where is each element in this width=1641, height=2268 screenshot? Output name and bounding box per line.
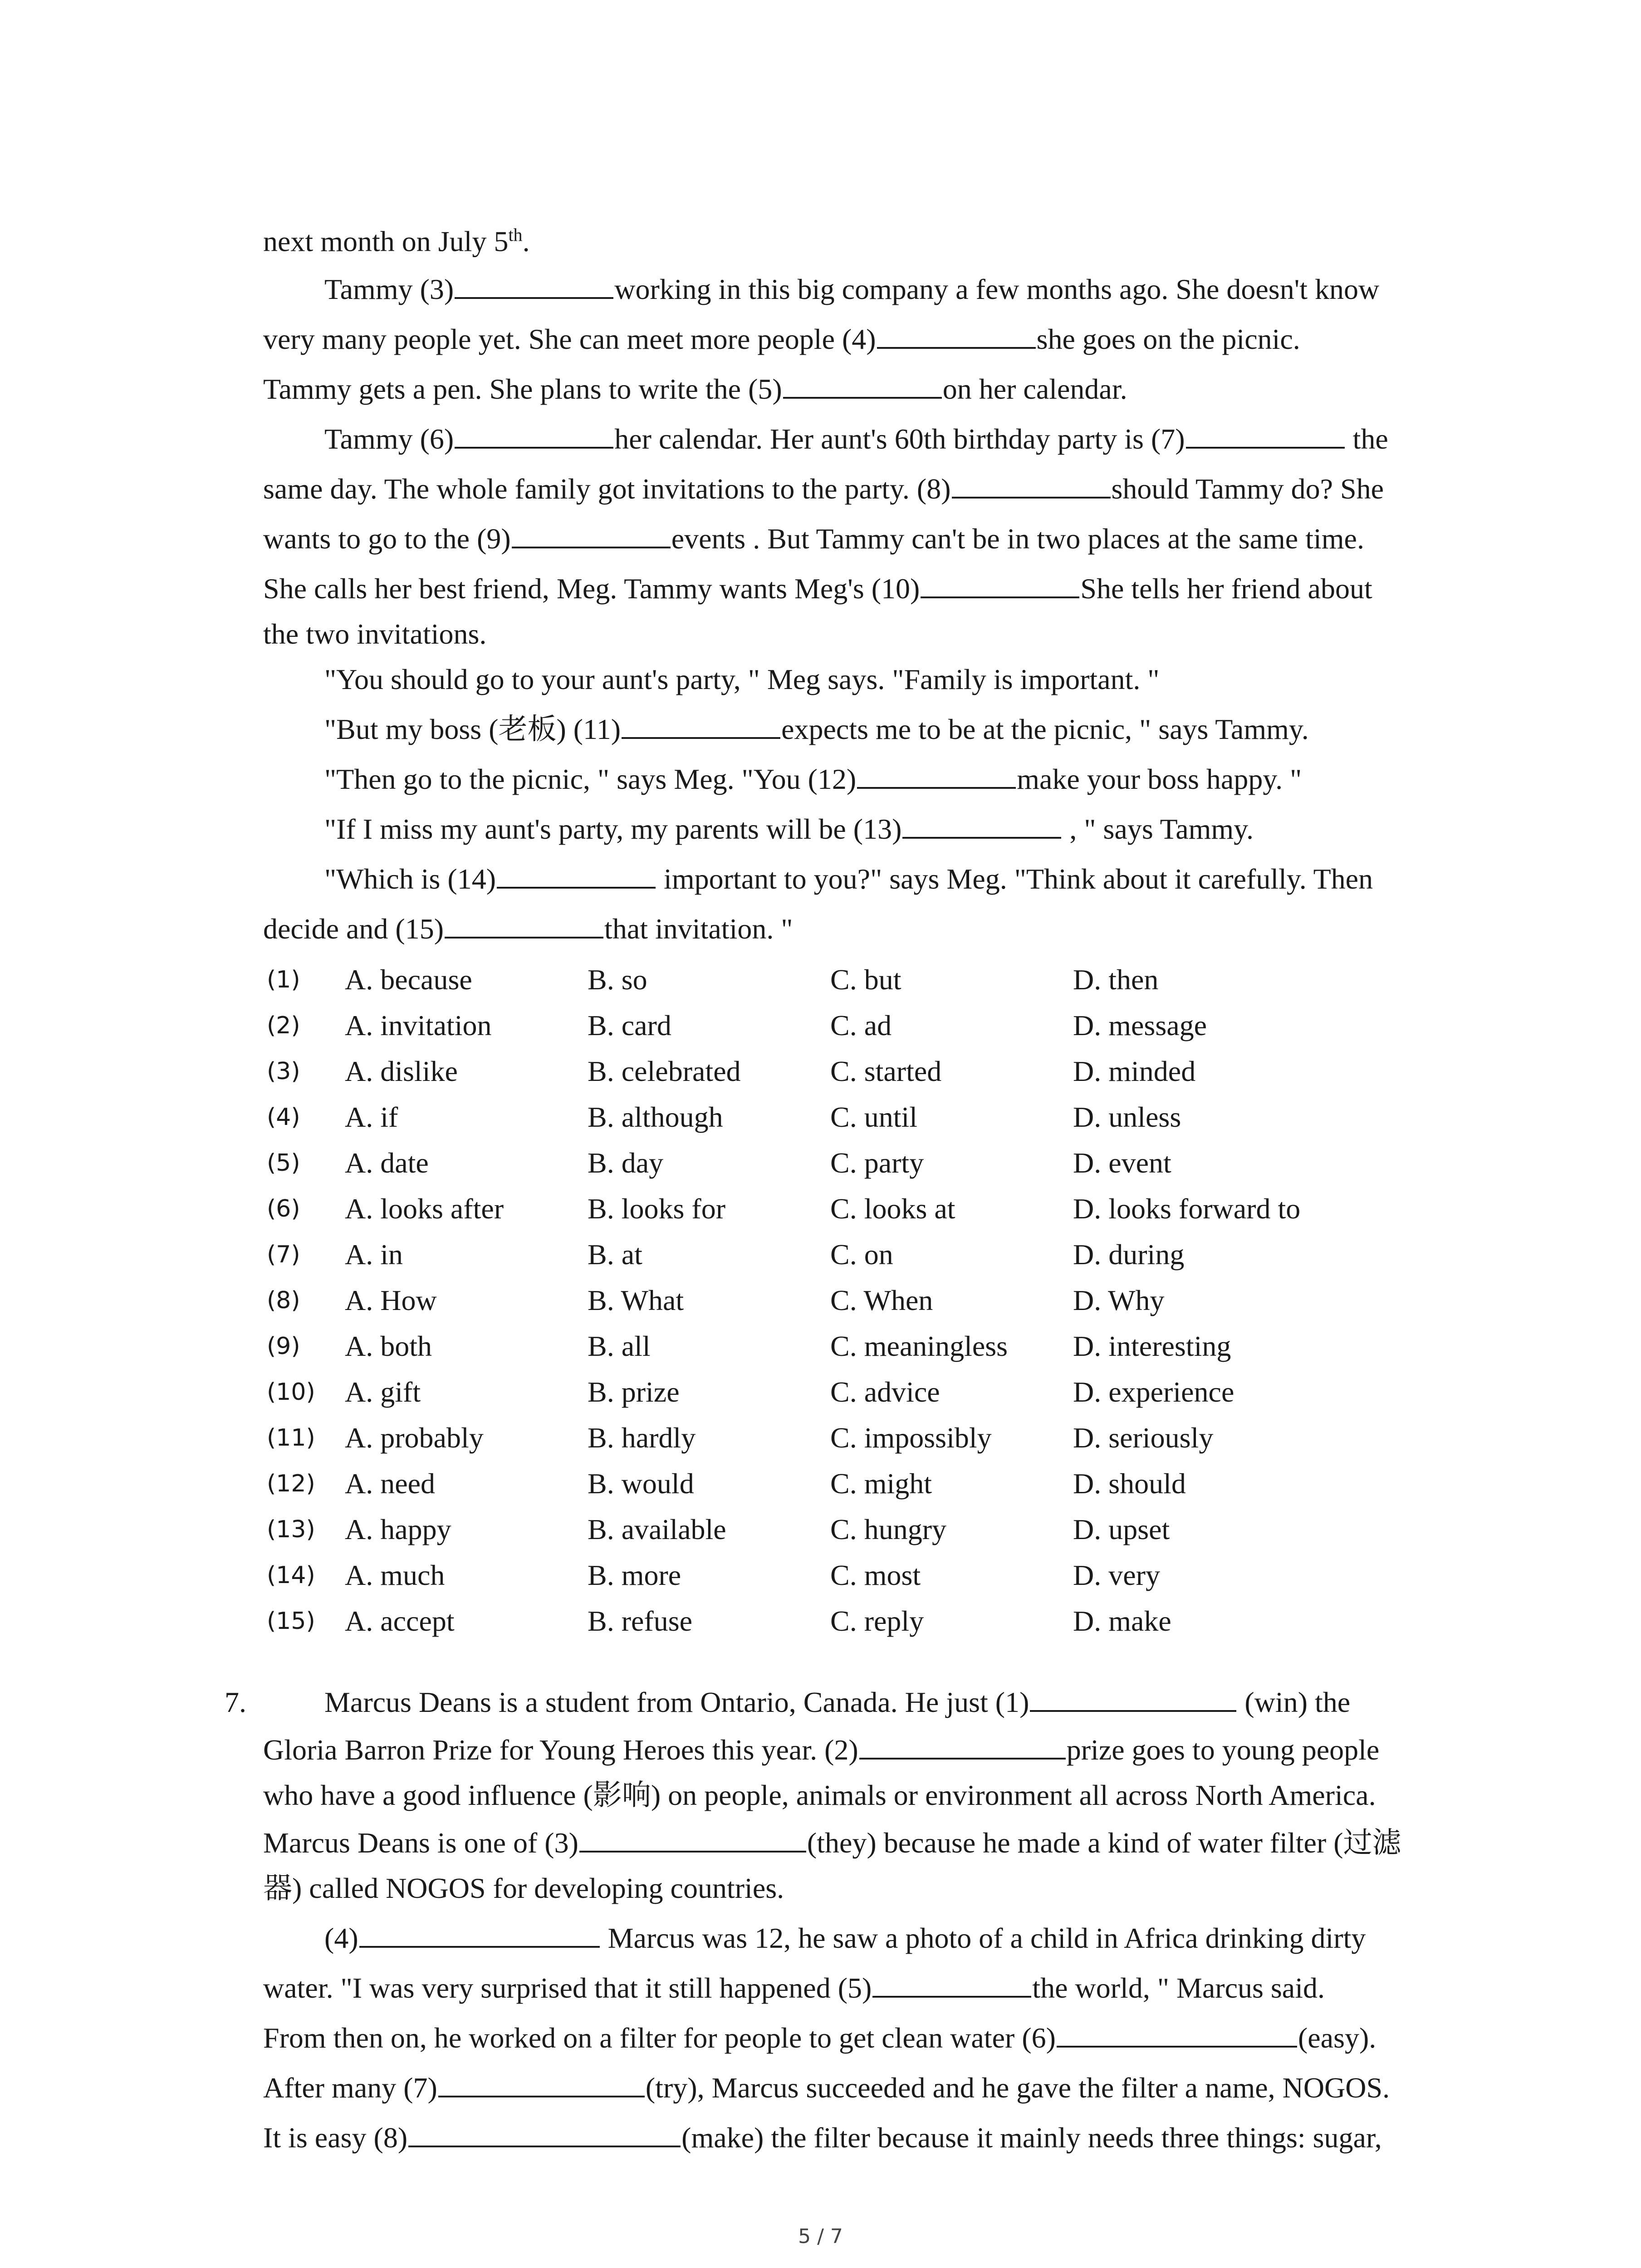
option-c[interactable]: C. party: [830, 1147, 924, 1179]
option-c[interactable]: C. advice: [830, 1376, 940, 1408]
passage-line: Tammy gets a pen. She plans to write the (5) on her calendar.: [263, 367, 1452, 411]
option-b[interactable]: B. all: [588, 1330, 651, 1362]
option-a[interactable]: A. need: [345, 1467, 436, 1500]
blank-p7-5[interactable]: [872, 1970, 1031, 1998]
passage-line: water. "I was very surprised that it still happened (5) the world, " Marcus said.: [263, 1966, 1452, 2010]
blank-p7-2[interactable]: [859, 1731, 1066, 1760]
option-d[interactable]: D. should: [1073, 1467, 1186, 1500]
option-b[interactable]: B. would: [588, 1467, 694, 1500]
passage-line: 器) called NOGOS for developing countries.: [263, 1872, 784, 1904]
page-number: 5 / 7: [798, 2225, 843, 2248]
question-number: (12): [267, 1470, 315, 1497]
option-d[interactable]: D. interesting: [1073, 1330, 1231, 1362]
blank-13[interactable]: [902, 811, 1061, 839]
option-b[interactable]: B. day: [588, 1147, 664, 1179]
option-d[interactable]: D. looks forward to: [1073, 1193, 1301, 1225]
question-number: (13): [267, 1516, 315, 1543]
option-row: [263, 1186, 1488, 1232]
option-c[interactable]: C. ad: [830, 1009, 892, 1041]
blank-3[interactable]: [455, 271, 613, 299]
option-c[interactable]: C. until: [830, 1101, 918, 1133]
option-row: [263, 1232, 1488, 1277]
passage-line: Marcus Deans is one of (3) (they) because he made a kind of water filter (过滤: [263, 1821, 1452, 1865]
option-row: [263, 957, 1488, 1002]
blank-9[interactable]: [512, 520, 671, 548]
option-b[interactable]: B. celebrated: [588, 1055, 741, 1087]
option-a[interactable]: A. date: [345, 1147, 429, 1179]
option-row: [263, 1553, 1488, 1598]
blank-14[interactable]: [497, 860, 656, 889]
option-a[interactable]: A. both: [345, 1330, 432, 1362]
blank-4[interactable]: [877, 321, 1036, 349]
blank-p7-3[interactable]: [579, 1824, 806, 1853]
option-c[interactable]: C. but: [830, 963, 901, 996]
option-a[interactable]: A. How: [345, 1284, 437, 1316]
question-number: (11): [267, 1424, 315, 1452]
passage-line: very many people yet. She can meet more people (4) she goes on the picnic.: [263, 318, 1452, 361]
option-row: [263, 1095, 1488, 1140]
passage-line: the two invitations.: [263, 618, 487, 650]
passage-line: wants to go to the (9) events . But Tammy can't be in two places at the same time.: [263, 517, 1452, 561]
blank-p7-7[interactable]: [438, 2069, 645, 2097]
option-d[interactable]: D. during: [1073, 1238, 1185, 1271]
option-b[interactable]: B. although: [588, 1101, 723, 1133]
blank-5[interactable]: [783, 371, 942, 399]
option-c[interactable]: C. started: [830, 1055, 942, 1087]
question-number: (7): [267, 1241, 300, 1268]
option-b[interactable]: B. available: [588, 1513, 726, 1545]
option-a[interactable]: A. because: [345, 963, 472, 996]
option-b[interactable]: B. prize: [588, 1376, 680, 1408]
question-number: (2): [267, 1012, 300, 1039]
question-number: (3): [267, 1058, 300, 1085]
blank-p7-6[interactable]: [1057, 2019, 1297, 2048]
passage-line: Marcus Deans is a student from Ontario, Canada. He just (1) (win) the: [324, 1681, 1513, 1724]
option-d[interactable]: D. then: [1073, 963, 1159, 996]
question-number: (4): [267, 1104, 300, 1131]
passage-line: "If I miss my aunt's party, my parents will be (13) , " says Tammy.: [324, 807, 1513, 851]
option-row: [263, 1049, 1488, 1094]
option-d[interactable]: D. event: [1073, 1147, 1171, 1179]
blank-p7-1[interactable]: [1030, 1684, 1236, 1712]
option-c[interactable]: C. meaningless: [830, 1330, 1008, 1362]
passage-line: It is easy (8) (make) the filter because it mainly needs three things: sugar,: [263, 2116, 1452, 2160]
option-c[interactable]: C. might: [830, 1467, 932, 1500]
question-number: (14): [267, 1562, 315, 1589]
option-d[interactable]: D. seriously: [1073, 1422, 1214, 1454]
option-b[interactable]: B. looks for: [588, 1193, 725, 1225]
option-d[interactable]: D. upset: [1073, 1513, 1170, 1545]
option-row: [263, 1461, 1488, 1506]
option-d[interactable]: D. unless: [1073, 1101, 1181, 1133]
blank-10[interactable]: [921, 570, 1079, 598]
option-c[interactable]: C. When: [830, 1284, 933, 1316]
option-a[interactable]: A. happy: [345, 1513, 451, 1545]
passage-line: same day. The whole family got invitations to the party. (8) should Tammy do? She: [263, 467, 1452, 511]
option-a[interactable]: A. if: [345, 1101, 398, 1133]
passage-line: who have a good influence (影响) on people, animals or environment all across North America.: [263, 1779, 1376, 1811]
option-c[interactable]: C. looks at: [830, 1193, 955, 1225]
passage-line: After many (7) (try), Marcus succeeded and he gave the filter a name, NOGOS.: [263, 2066, 1452, 2110]
option-d[interactable]: D. Why: [1073, 1284, 1165, 1316]
option-row: [263, 1140, 1488, 1186]
option-b[interactable]: B. so: [588, 963, 647, 996]
passage-line: From then on, he worked on a filter for people to get clean water (6) (easy).: [263, 2016, 1452, 2060]
passage-line: "But my boss (老板) (11) expects me to be at the picnic, " says Tammy.: [324, 708, 1513, 751]
option-c[interactable]: C. on: [830, 1238, 893, 1271]
option-d[interactable]: D. minded: [1073, 1055, 1196, 1087]
option-a[interactable]: A. probably: [345, 1422, 484, 1454]
question-number: 7.: [225, 1686, 246, 1718]
passage-line: "You should go to your aunt's party, " Meg says. "Family is important. ": [324, 663, 1160, 695]
question-number: (8): [267, 1287, 300, 1314]
option-row: [263, 1507, 1488, 1552]
option-a[interactable]: A. accept: [345, 1605, 455, 1637]
option-row: [263, 1324, 1488, 1369]
option-d[interactable]: D. message: [1073, 1009, 1207, 1041]
blank-8[interactable]: [952, 470, 1111, 499]
option-a[interactable]: A. gift: [345, 1376, 421, 1408]
passage-line: (4) Marcus was 12, he saw a photo of a child in Africa drinking dirty: [324, 1916, 1513, 1960]
passage-line: next month on July 5th.: [263, 225, 530, 258]
option-c[interactable]: C. impossibly: [830, 1422, 992, 1454]
passage-line: Tammy (3) working in this big company a few months ago. She doesn't know: [324, 268, 1513, 311]
question-number: (6): [267, 1195, 300, 1222]
option-d[interactable]: D. make: [1073, 1605, 1171, 1637]
option-b[interactable]: B. hardly: [588, 1422, 696, 1454]
option-a[interactable]: A. much: [345, 1559, 445, 1591]
question-number: (1): [267, 966, 300, 993]
blank-p7-8[interactable]: [408, 2119, 681, 2147]
option-c[interactable]: C. hungry: [830, 1513, 946, 1545]
option-row: [263, 1003, 1488, 1048]
passage-line: "Then go to the picnic, " says Meg. "You (12) make your boss happy. ": [324, 758, 1513, 801]
option-d[interactable]: D. very: [1073, 1559, 1160, 1591]
option-c[interactable]: C. reply: [830, 1605, 924, 1637]
option-a[interactable]: A. invitation: [345, 1009, 492, 1041]
option-b[interactable]: B. What: [588, 1284, 684, 1316]
option-row: [263, 1369, 1488, 1415]
blank-6[interactable]: [455, 420, 613, 449]
blank-15[interactable]: [445, 910, 603, 938]
question-number: (15): [267, 1608, 315, 1635]
passage-line: Gloria Barron Prize for Young Heroes this year. (2) prize goes to young people: [263, 1728, 1452, 1772]
option-c[interactable]: C. most: [830, 1559, 921, 1591]
option-row: [263, 1278, 1488, 1323]
blank-p7-4[interactable]: [359, 1920, 600, 1948]
option-b[interactable]: B. refuse: [588, 1605, 693, 1637]
passage-line: She calls her best friend, Meg. Tammy wants Meg's (10) She tells her friend about: [263, 567, 1452, 611]
question-number: (9): [267, 1333, 300, 1360]
option-b[interactable]: B. card: [588, 1009, 671, 1041]
option-d[interactable]: D. experience: [1073, 1376, 1234, 1408]
question-number: (10): [267, 1378, 315, 1406]
option-a[interactable]: A. in: [345, 1238, 403, 1271]
blank-11[interactable]: [622, 711, 780, 739]
passage-line: "Which is (14) important to you?" says Meg. "Think about it carefully. Then: [324, 857, 1513, 901]
blank-7[interactable]: [1186, 420, 1345, 449]
option-b[interactable]: B. at: [588, 1238, 642, 1271]
option-b[interactable]: B. more: [588, 1559, 681, 1591]
option-row: [263, 1598, 1488, 1644]
passage-line: decide and (15) that invitation. ": [263, 907, 1452, 951]
option-a[interactable]: A. dislike: [345, 1055, 458, 1087]
passage-line: Tammy (6) her calendar. Her aunt's 60th birthday party is (7) the: [324, 417, 1513, 461]
blank-12[interactable]: [857, 761, 1016, 789]
option-a[interactable]: A. looks after: [345, 1193, 504, 1225]
option-row: [263, 1415, 1488, 1461]
question-number: (5): [267, 1149, 300, 1177]
